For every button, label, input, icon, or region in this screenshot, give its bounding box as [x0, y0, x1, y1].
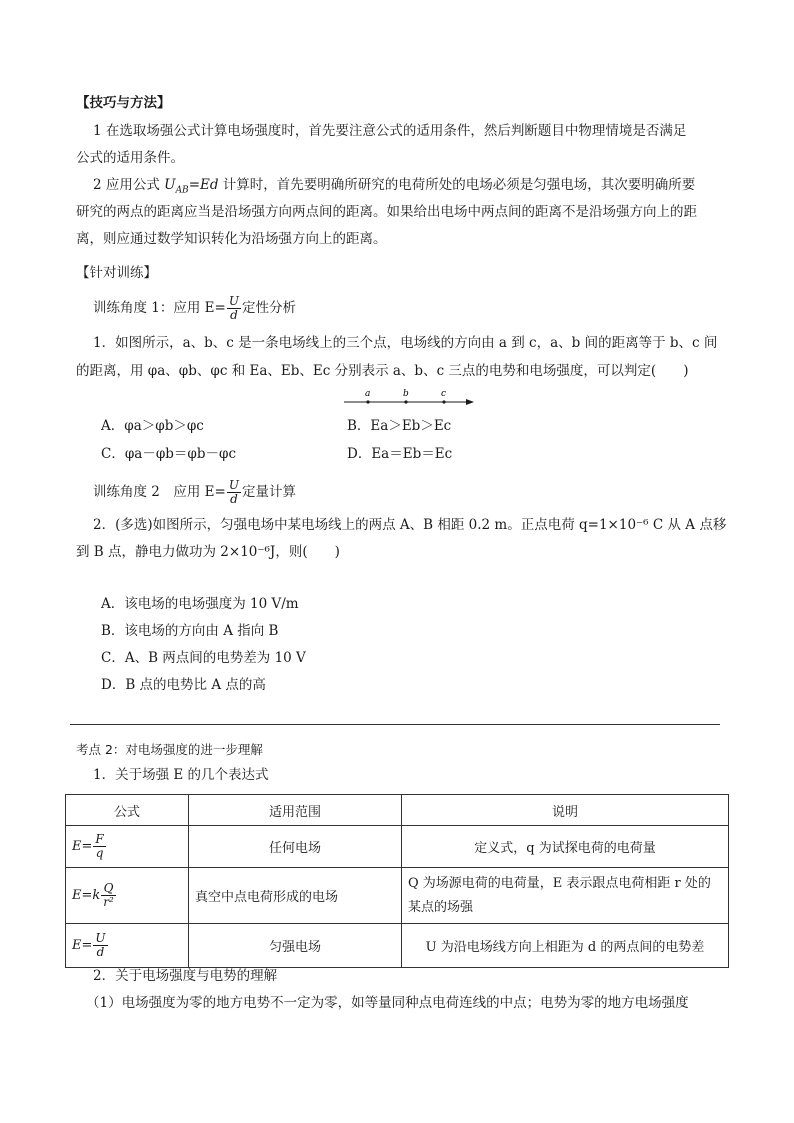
label-a: a — [365, 389, 371, 399]
tips-p2-line3: 离，则应通过数学知识转化为沿场强方向上的距离。 — [76, 231, 387, 247]
table-header-row — [66, 795, 729, 826]
note-line2: 某点的场强 — [408, 899, 474, 915]
tips-p1-line2: 公式的适用条件。 — [76, 150, 184, 166]
formula-prefix: E= — [72, 938, 93, 953]
header-note: 说明 — [402, 795, 729, 826]
tips-heading: 【技巧与方法】 — [76, 95, 171, 111]
q1-option-c: C．φa－φb＝φb－φc — [101, 446, 237, 462]
angle1-suffix: 定性分析 — [241, 300, 296, 316]
point2-heading: 考点 2：对电场强度的进一步理解 — [76, 742, 263, 757]
arrow-head-icon — [466, 399, 474, 405]
tips-p2-line2: 研究的两点的距离应当是沿场强方向两点间的距离。如果给出电场中两点间的距离不是沿场强方向上的距 — [76, 204, 697, 220]
q2-option-b: B．该电场的方向由 A 指向 B — [101, 623, 279, 639]
point2-sub1: 1．关于场强 E 的几个表达式 — [93, 767, 269, 783]
angle2-title — [93, 479, 296, 506]
q1-line2: 的距离，用 φa、φb、φc 和 Ea、Eb、Ec 分别表示 a、b、c 三点的电势和电场强度，可以判定( ) — [76, 363, 689, 379]
cell-scope: 真空中点电荷形成的电场 — [189, 868, 402, 924]
formula-prefix: E=k — [72, 888, 101, 903]
formula-fraction — [101, 882, 116, 909]
cell-note: 定义式，q 为试探电荷的电荷量 — [402, 826, 729, 868]
q2-line2: 到 B 点，静电力做功为 2×10⁻⁶J，则( ) — [76, 544, 340, 560]
cell-formula — [66, 924, 189, 968]
formula-u: U — [164, 177, 176, 193]
tips-p2-rest: 计算时，首先要明确所研究的电荷所处的电场必须是匀强电场，其次要明确所要 — [218, 177, 696, 193]
q2-option-c: C．A、B 两点间的电势差为 10 V — [101, 650, 306, 666]
header-scope: 适用范围 — [189, 795, 402, 826]
frac-den: q — [95, 846, 104, 860]
frac-den: d — [230, 492, 238, 506]
tips-p2-prefix: 2 应用公式 — [93, 177, 165, 193]
point2-sub2: 2．关于电场强度与电势的理解 — [93, 968, 278, 984]
point-b — [404, 400, 407, 403]
q2-line1: 2．(多选)如图所示，匀强电场中某电场线上的两点 A、B 相距 0.2 m。正点电荷 q=1×10⁻⁶ C 从 A 点移 — [93, 517, 727, 533]
frac-num: F — [95, 832, 104, 846]
cell-formula — [66, 826, 189, 868]
training-heading: 【针对训练】 — [76, 265, 157, 281]
table-row — [66, 868, 729, 924]
point-c — [442, 400, 445, 403]
frac-num: U — [228, 478, 239, 492]
angle1-title — [93, 295, 296, 322]
q1-field-line-figure — [340, 386, 480, 410]
q1-option-d: D．Ea＝Eb＝Ec — [347, 446, 453, 462]
angle1-fraction — [227, 295, 241, 322]
frac-den: d — [96, 945, 105, 959]
frac-den: r² — [103, 895, 114, 909]
tips-p2-line1 — [93, 175, 695, 201]
frac-num: U — [95, 931, 106, 945]
q1-line1: 1．如图所示，a、b、c 是一条电场线上的三个点，电场线的方向由 a 到 c，a、b 间的距离等于 b、c 间 — [93, 335, 718, 351]
formula-prefix: E= — [72, 839, 93, 854]
formula-sub: AB — [175, 185, 189, 196]
cell-formula — [66, 868, 189, 924]
label-c: c — [441, 389, 447, 399]
angle2-fraction — [227, 479, 241, 506]
formula-rest: =Ed — [188, 177, 219, 193]
formula-fraction — [93, 932, 107, 959]
q2-option-a: A．该电场的电场强度为 10 V/m — [101, 596, 299, 612]
note-line1: Q 为场源电荷的电荷量，E 表示跟点电荷相距 r 处的 — [408, 875, 711, 891]
frac-num: U — [228, 294, 239, 308]
point-a — [366, 400, 369, 403]
section-divider — [70, 724, 720, 725]
cell-note: U 为沿电场线方向上相距为 d 的两点间的电势差 — [402, 924, 729, 968]
formula-table — [65, 794, 729, 968]
table-row — [66, 924, 729, 968]
label-b: b — [403, 389, 409, 399]
angle2-suffix: 定量计算 — [241, 484, 296, 500]
cell-scope: 匀强电场 — [189, 924, 402, 968]
point2-sub2-p1: （1）电场强度为零的地方电势不一定为零，如等量同种点电荷连线的中点；电势为零的地方电场强度 — [86, 995, 689, 1011]
header-formula: 公式 — [66, 795, 189, 826]
frac-den: d — [230, 308, 238, 322]
angle1-prefix: 训练角度 1：应用 E= — [93, 300, 226, 316]
angle2-prefix: 训练角度 2 应用 E= — [93, 484, 226, 500]
table-row — [66, 826, 729, 868]
tips-p1-line1: 1 在选取场强公式计算电场强度时，首先要注意公式的适用条件，然后判断题目中物理情境是否满足 — [93, 123, 687, 139]
cell-note — [402, 868, 729, 924]
formula-fraction — [93, 833, 105, 860]
frac-num: Q — [101, 882, 116, 896]
cell-scope: 任何电场 — [189, 826, 402, 868]
q2-option-d: D．B 点的电势比 A 点的高 — [101, 677, 266, 693]
q1-option-b: B．Ea＞Eb＞Ec — [347, 418, 452, 434]
q1-option-a: A．φa＞φb＞φc — [101, 418, 204, 434]
